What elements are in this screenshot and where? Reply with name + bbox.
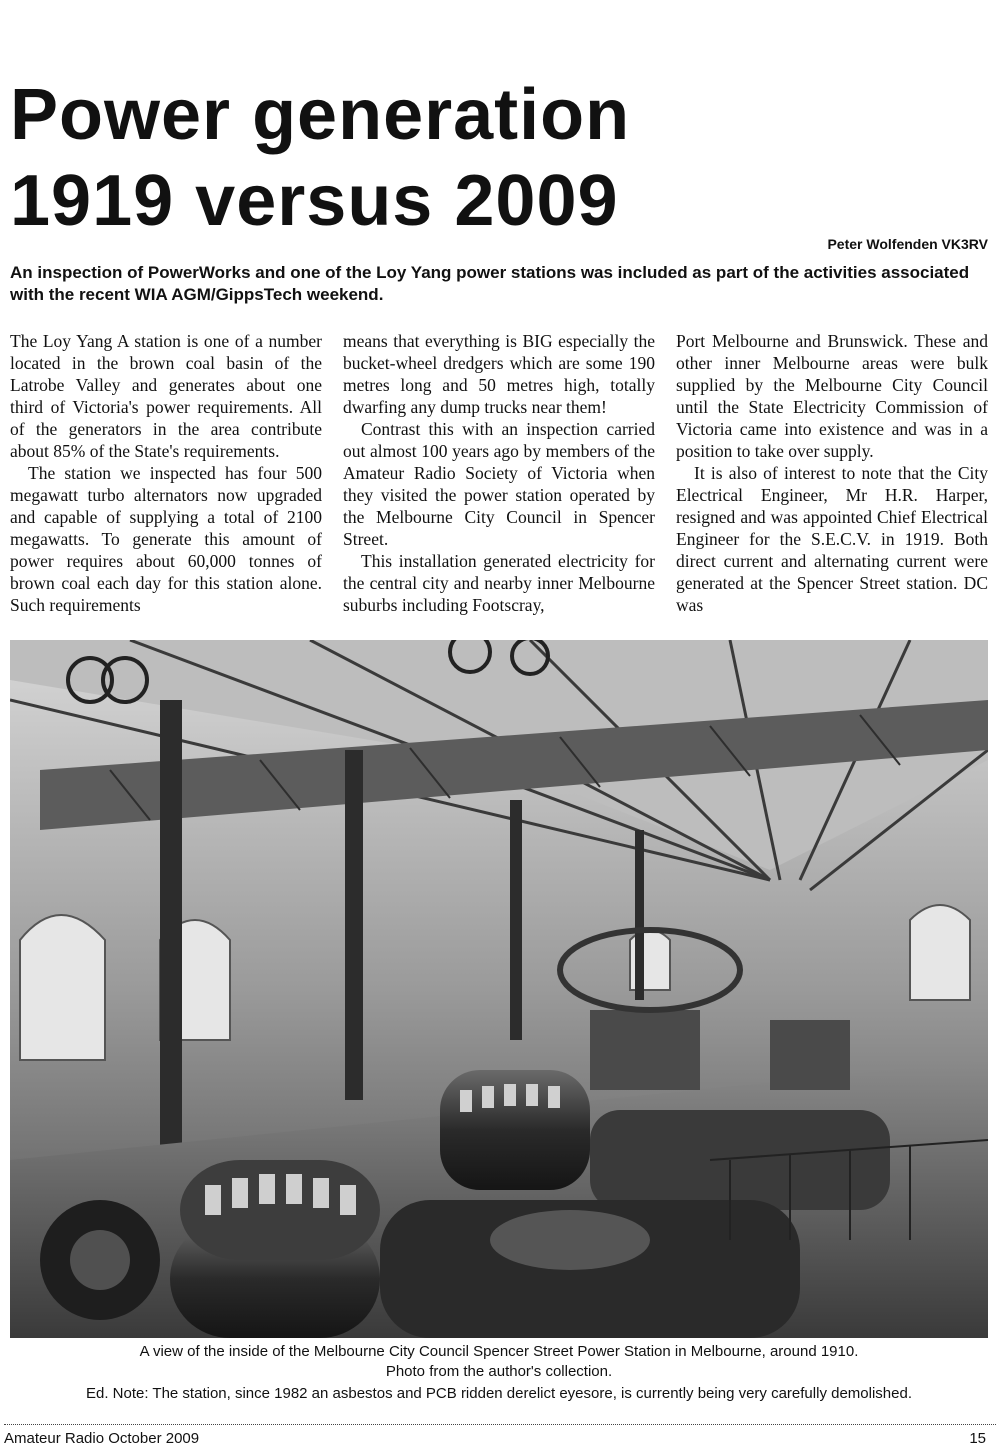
text-column-3 — [676, 330, 988, 634]
text-column-2 — [343, 330, 655, 634]
body-paragraph: This installation generated electricity for the central city and nearby inner Melbourne suburbs including Footscray, — [343, 551, 655, 615]
footer-publication: Amateur Radio October 2009 — [4, 1430, 200, 1447]
caption-line-2: Photo from the author's collection. — [385, 1363, 613, 1380]
author-byline: Peter Wolfenden VK3RV — [827, 236, 988, 252]
title-line-1: Power generation — [10, 75, 631, 155]
text-column-1 — [10, 330, 322, 634]
intro-paragraph: An inspection of PowerWorks and one of the Loy Yang power stations was included as part of the activities associated with the recent WIA AGM/GippsTech weekend. — [10, 263, 970, 304]
article-title — [10, 72, 910, 244]
body-paragraph: Port Melbourne and Brunswick. These and other inner Melbourne areas were bulk supplied by the Melbourne City Council until the State Electricity Commission of Victoria came into existence and was in a position to take over supply. — [676, 331, 988, 461]
power-station-photo — [10, 640, 988, 1338]
body-paragraph: Contrast this with an inspection carried out almost 100 years ago by members of the Amateur Radio Society of Victoria when they visited the power station operated by the Melbourne City Council in Spencer Street. — [343, 419, 655, 549]
body-paragraph: The Loy Yang A station is one of a number located in the brown coal basin of the Latrobe Valley and generates about one third of Victoria's power requirements. All of the generators in the area contribute about 85% of the State's requirements. — [10, 331, 322, 461]
footer-divider — [4, 1424, 996, 1425]
caption-line-1: A view of the inside of the Melbourne City Council Spencer Street Power Station in Melbourne, around 1910. — [139, 1343, 859, 1360]
editor-note: Ed. Note: The station, since 1982 an asbestos and PCB ridden derelict eyesore, is currently being very carefully demolished. — [85, 1385, 912, 1402]
title-line-2: 1919 versus 2009 — [10, 161, 619, 241]
body-paragraph: The station we inspected has four 500 megawatt turbo alternators now upgraded and capable of supplying a total of 2100 megawatts. To generate this amount of power requires about 60,000 tonnes of brown coal each day for this station alone. Such requirements — [10, 463, 322, 615]
page-number: 15 — [969, 1430, 986, 1447]
photo-caption — [10, 1342, 988, 1382]
body-paragraph: means that everything is BIG especially the bucket-wheel dredgers which are some 190 metres long and 50 metres high, totally dwarfing any dump trucks near them! — [343, 331, 655, 417]
body-paragraph: It is also of interest to note that the City Electrical Engineer, Mr H.R. Harper, resigned and was appointed Chief Electrical Engineer for the S.E.C.V. in 1919. Both direct current and alternating current were generated at the Spencer Street station. DC was — [676, 463, 988, 615]
power-station-illustration — [10, 640, 988, 1338]
